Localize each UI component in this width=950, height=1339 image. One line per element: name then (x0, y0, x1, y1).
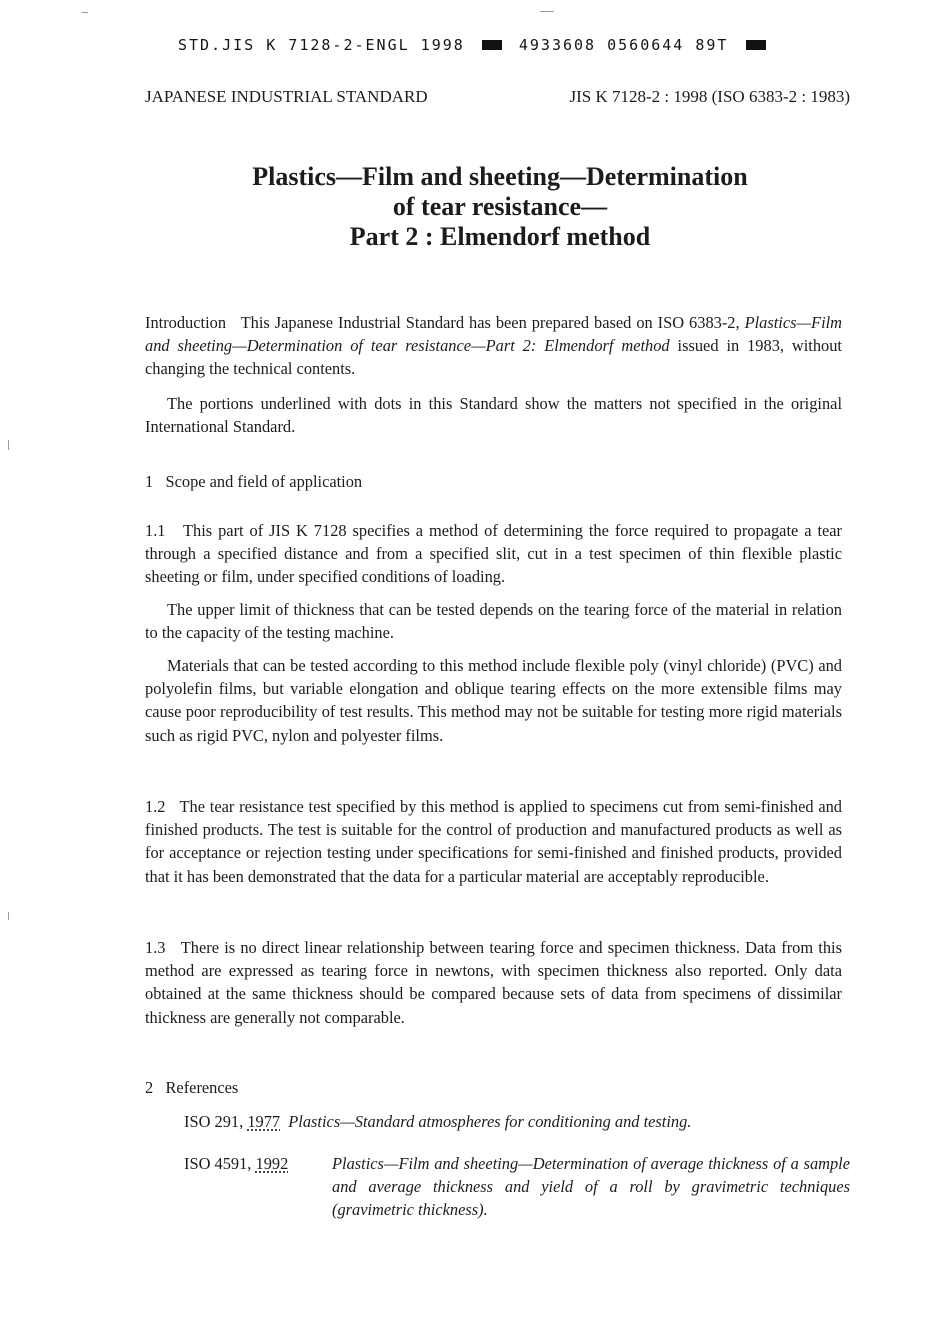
stamp-right-text: 4933608 0560644 89T (518, 36, 729, 54)
redaction-block (482, 40, 502, 50)
reference-item-code (184, 1152, 329, 1175)
intro-text-a: This Japanese Industrial Standard has been prepared based on ISO 6383-2, (240, 313, 740, 332)
intro-dotted-note: The portions underlined with dots in this Standard show the matters not specified in the original International Standard. (145, 394, 842, 437)
reference-title: Plastics—Standard atmospheres for conditioning and testing. (288, 1112, 692, 1131)
title-line-2: of tear resistance— (392, 192, 608, 221)
reference-year: 1992 (255, 1154, 289, 1173)
stamp-left-text: STD.JIS K 7128-2-ENGL 1998 (178, 36, 465, 54)
header-left: JAPANESE INDUSTRIAL STANDARD (145, 87, 428, 106)
reference-code: ISO 4591, (184, 1154, 252, 1173)
scan-stamp (178, 36, 772, 54)
section-1-number: 1 (145, 472, 154, 491)
clause-1-3 (145, 936, 842, 1029)
intro-label: Introduction (145, 313, 227, 332)
section-1-title: Scope and field of application (165, 472, 363, 491)
section-2-number: 2 (145, 1078, 154, 1097)
header-right: JIS K 7128-2 : 1998 (ISO 6383-2 : 1983) (569, 87, 850, 106)
clause-1-1-number: 1.1 (145, 521, 166, 540)
reference-code: ISO 291, (184, 1112, 244, 1131)
title-line-3: Part 2 : Elmendorf method (349, 222, 651, 251)
document-title (0, 162, 950, 252)
intro-paragraph (145, 311, 842, 381)
intro-iso-title: Plastics—Film and sheeting—Determination of tear resistance—Part 2: Elmendorf method (145, 313, 843, 356)
reference-year: 1977 (247, 1112, 281, 1131)
reference-title: Plastics—Film and sheeting—Determination of average thickness of a sample and average thickness and yield of a roll by gravimetric techniques (gravimetric thickness). (332, 1154, 850, 1220)
scan-speck (82, 12, 88, 13)
title-line-1: Plastics—Film and sheeting—Determination (252, 162, 748, 191)
section-2-title: References (165, 1078, 239, 1097)
clause-1-1-text: This part of JIS K 7128 specifies a method of determining the force required to propagate a tear through a specified distance and from a specified slit, cut in a test specimen of thin flexible plastic sheeting or film, under specified conditions of loading. (145, 521, 842, 587)
clause-1-3-text: There is no direct linear relationship between tearing force and specimen thickness. Data from this method are expressed as tearing force in newtons, with specimen thickness also reported. Only data obtained at the same thickness should be compared because sets of data from specimens of dissimilar thickness are generally not comparable. (145, 938, 842, 1027)
clause-1-2 (145, 795, 842, 888)
section-2-heading (145, 1078, 238, 1098)
redaction-block (746, 40, 766, 50)
clause-1-2-text: The tear resistance test specified by this method is applied to specimens cut from semi-finished and finished products. The test is suitable for the control of production and manufactured products as well as for acceptance or rejection testing under specifications for semi-finished and finished products, provided that it has been demonstrated that the data for a particular material are acceptably reproducible. (145, 797, 842, 886)
scan-speck (8, 912, 9, 920)
section-1-heading (145, 472, 362, 492)
reference-item (184, 1110, 844, 1133)
clause-1-1-para-3: Materials that can be tested according to this method include flexible poly (vinyl chloride) (PVC) and polyolefin films, but variable elongation and oblique tearing effects on the more extensible films may cause poor reproducibility of test results. This method may not be suitable for testing more rigid materials such as rigid PVC, nylon and polyester films. (145, 656, 842, 745)
scan-speck (540, 11, 554, 12)
clause-1-2-number: 1.2 (145, 797, 166, 816)
clause-1-1-para-2: The upper limit of thickness that can be tested depends on the tearing force of the material in relation to the capacity of the testing machine. (145, 600, 842, 643)
clause-1-3-number: 1.3 (145, 938, 166, 957)
intro-text-b: issued in 1983, without changing the technical contents. (145, 336, 842, 379)
scan-speck (8, 440, 9, 450)
clause-1-1 (145, 519, 842, 589)
